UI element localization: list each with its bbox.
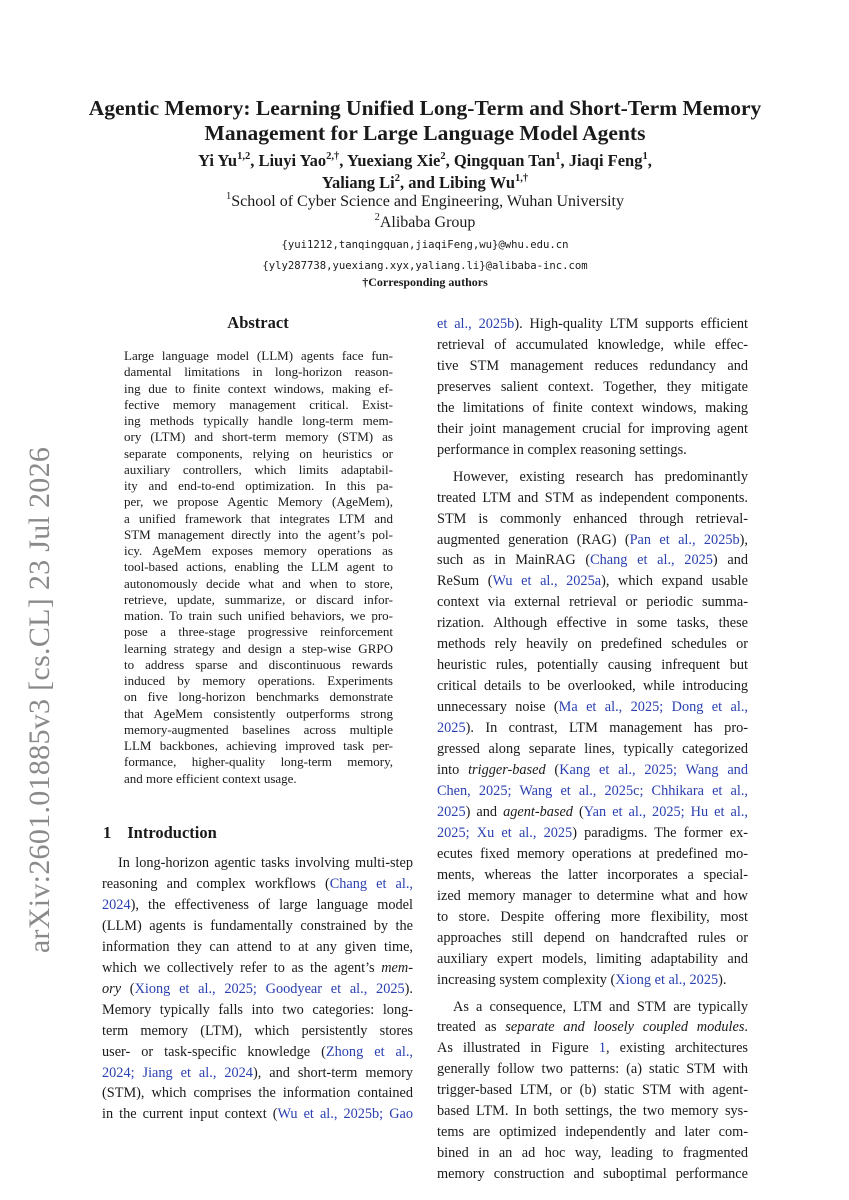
abstract-line: Large language model (LLM) agents face fun- bbox=[124, 348, 393, 363]
citation-link[interactable]: Wu et al., 2025b; Gao bbox=[277, 1106, 414, 1123]
text-line bbox=[437, 928, 748, 949]
text-run: gressed along separate lines, typically categorized bbox=[437, 741, 748, 758]
author-name: Yuexiang Xie bbox=[346, 151, 441, 170]
affiliation-text: Alibaba Group bbox=[379, 214, 476, 231]
abstract-line: icy. AgeMem exposes memory operations as bbox=[124, 543, 393, 558]
author-name: Libing Wu bbox=[439, 173, 515, 192]
text-run: ), and short-term memory bbox=[252, 1064, 413, 1081]
text-line bbox=[437, 1017, 748, 1038]
text-run: treated LTM and STM as independent components. bbox=[437, 489, 748, 506]
abstract-line: memory-augmented baselines across multiple bbox=[124, 721, 393, 737]
text-line bbox=[102, 979, 413, 1000]
right-column-text bbox=[437, 314, 748, 1185]
abstract-line: ity and end-to-end optimization. In this pa- bbox=[124, 478, 393, 493]
citation-link[interactable]: Pan et al., 2025b bbox=[629, 531, 740, 548]
text-line bbox=[437, 1038, 748, 1059]
abstract-line: damental limitations in long-horizon reason- bbox=[124, 364, 393, 380]
citation-link[interactable]: Yan et al., 2025; Hu et al., bbox=[583, 803, 748, 820]
section-title: Introduction bbox=[127, 823, 217, 842]
text-line bbox=[437, 655, 748, 676]
abstract-line: to address sparse and discontinuous rewards bbox=[124, 656, 393, 672]
text-line bbox=[437, 865, 748, 886]
abstract-line: induced by memory operations. Experiments bbox=[124, 673, 393, 688]
text-line bbox=[437, 634, 748, 655]
text-line bbox=[437, 377, 748, 398]
text-run: reasoning and complex workflows ( bbox=[102, 875, 330, 892]
abstract-line: per, we propose Agentic Memory (AgeMem), bbox=[124, 494, 393, 510]
abstract-line: learning strategy and design a step-wise GRPO bbox=[124, 640, 393, 656]
text-line bbox=[437, 781, 748, 802]
text-run: ). bbox=[404, 980, 413, 997]
text-run: in the current input context ( bbox=[102, 1106, 278, 1123]
text-line bbox=[437, 1164, 748, 1185]
text-line bbox=[437, 335, 748, 356]
text-run: increasing system complexity ( bbox=[437, 971, 616, 988]
text-line bbox=[437, 844, 748, 865]
text-line bbox=[102, 853, 413, 874]
text-line bbox=[437, 1143, 748, 1164]
abstract-line: ing methods typically handle long-term mem- bbox=[124, 413, 393, 428]
text-run: rization. Although effective in some tasks, these bbox=[437, 615, 748, 632]
text-run: In long-horizon agentic tasks involving multi-step bbox=[118, 855, 413, 871]
author-separator: , and bbox=[400, 173, 440, 192]
text-run: into bbox=[437, 762, 469, 779]
text-line bbox=[437, 970, 748, 991]
text-line bbox=[102, 916, 413, 937]
author-name: Jiaqi Feng bbox=[568, 151, 643, 170]
text-run: ), bbox=[739, 531, 748, 548]
author-affiliation-mark: 2 bbox=[394, 172, 401, 184]
text-run: to store. Despite offering more flexibility, most bbox=[437, 908, 748, 925]
text-run: information they can attend to at any given time, bbox=[102, 938, 413, 955]
author-emails bbox=[70, 235, 780, 277]
corresponding-note: †Corresponding authors bbox=[362, 275, 488, 289]
author-affiliation-mark: 1,† bbox=[515, 172, 529, 184]
text-line bbox=[102, 1083, 413, 1104]
author-affiliation-mark: 2,† bbox=[326, 150, 340, 162]
author-affiliation-mark: 1 bbox=[642, 150, 648, 162]
text-run: ( bbox=[572, 803, 584, 820]
text-line bbox=[437, 571, 748, 592]
text-run: As a consequence, LTM and STM are typically bbox=[453, 998, 748, 1015]
text-line bbox=[437, 760, 748, 781]
text-run: based LTM. In both settings, the two memory sys- bbox=[437, 1103, 748, 1120]
text-line bbox=[102, 937, 413, 958]
citation-link[interactable]: Xiong et al., 2025; Goodyear et al., 2025 bbox=[134, 980, 405, 997]
text-run: approaches still depend on handcrafted rules or bbox=[437, 929, 748, 946]
text-line bbox=[102, 1000, 413, 1021]
author-name: Liuyi Yao bbox=[258, 151, 327, 170]
emphasis-text: trigger-based bbox=[468, 762, 546, 779]
text-run: ( bbox=[121, 980, 135, 997]
author-separator: , bbox=[647, 151, 652, 170]
author-affiliation-mark: 2 bbox=[440, 150, 446, 162]
text-line bbox=[437, 997, 748, 1018]
text-run: Memory typically falls into two categories: long- bbox=[102, 1001, 413, 1018]
text-line bbox=[437, 592, 748, 613]
abstract-line: a unified framework that integrates LTM and bbox=[124, 510, 393, 526]
author-line-1 bbox=[70, 150, 780, 172]
abstract-heading: Abstract bbox=[227, 313, 289, 332]
abstract-line: that AgeMem consistently outperforms strong bbox=[124, 705, 393, 721]
text-line bbox=[102, 958, 413, 979]
text-run: memory construction and suboptimal performance bbox=[437, 1166, 748, 1183]
citation-link[interactable]: Chen, 2025; Wang et al., 2025c; Chhikara et al., bbox=[437, 782, 748, 799]
text-line bbox=[437, 356, 748, 377]
text-run: As illustrated in Figure bbox=[437, 1040, 599, 1057]
text-run: ). High-quality LTM supports efficient bbox=[514, 316, 748, 332]
abstract-line: separate components, relying on heuristics or bbox=[124, 445, 393, 461]
author-affiliation-mark: 1,2 bbox=[237, 150, 251, 162]
section-heading bbox=[103, 823, 217, 843]
text-run: ). In contrast, LTM management has pro- bbox=[465, 720, 748, 737]
author-name: Yaliang Li bbox=[321, 173, 395, 192]
abstract-line: fective memory management critical. Exist- bbox=[124, 396, 393, 412]
emphasis-text: mem- bbox=[381, 959, 413, 976]
text-line bbox=[437, 907, 748, 928]
text-line bbox=[437, 613, 748, 634]
abstract-line: autonomously decide what and when to store, bbox=[124, 575, 393, 591]
abstract-body bbox=[124, 348, 393, 787]
text-line bbox=[437, 440, 748, 461]
author-separator: , bbox=[339, 151, 347, 170]
affiliation-mark: 1 bbox=[226, 190, 232, 202]
author-list bbox=[70, 150, 780, 194]
email-line-alibaba: {yly287738,yuexiang.xyx,yaliang.li}@alibaba-inc.com bbox=[262, 260, 588, 272]
text-line bbox=[437, 823, 748, 844]
text-run: However, existing research has predominantly bbox=[453, 468, 748, 485]
text-run: retrieval of accumulated knowledge, while effec- bbox=[437, 336, 748, 353]
citation-link[interactable]: 2025 bbox=[437, 803, 466, 820]
text-run: ized memory manager to determine what and how bbox=[437, 887, 748, 904]
author-separator: , bbox=[250, 151, 259, 170]
affiliations bbox=[70, 191, 780, 233]
text-run: auxiliary expert models, limiting adaptability and bbox=[437, 950, 748, 967]
emphasis-text: ory bbox=[102, 980, 122, 997]
arxiv-identifier-stamp bbox=[16, 446, 64, 954]
abstract-line: mation. To train such unified behaviors, we pro- bbox=[124, 608, 393, 623]
text-run: ReSum ( bbox=[437, 573, 493, 590]
author-affiliation-mark: 1 bbox=[555, 150, 561, 162]
text-run: which we collectively refer to as the agent’s bbox=[102, 959, 382, 976]
text-line bbox=[437, 697, 748, 718]
text-line bbox=[437, 886, 748, 907]
abstract-line: ing due to finite context windows, making ef- bbox=[124, 380, 393, 396]
text-run: term memory (LTM), which persistently stores bbox=[102, 1022, 413, 1039]
text-line bbox=[102, 895, 413, 916]
text-run: ) and bbox=[712, 552, 748, 569]
abstract-line: LLM backbones, achieving improved task per- bbox=[124, 738, 393, 753]
abstract-line: auxiliary controllers, which limits adaptabil- bbox=[124, 461, 393, 477]
text-run: ), which expand usable bbox=[601, 573, 748, 590]
text-line bbox=[437, 676, 748, 697]
text-line bbox=[437, 802, 748, 823]
abstract-line: on five long-horizon benchmarks demonstrate bbox=[124, 689, 393, 705]
section-number: 1 bbox=[103, 823, 112, 842]
text-line bbox=[102, 1063, 413, 1084]
emphasis-text: separate and loosely coupled modules bbox=[505, 1019, 745, 1036]
abstract-line: and more efficient context usage. bbox=[124, 770, 297, 786]
citation-link[interactable]: 2024 bbox=[102, 896, 131, 913]
text-line bbox=[437, 488, 748, 509]
citation-link[interactable]: Chang et al., 2025 bbox=[590, 552, 713, 569]
text-run: , existing architectures bbox=[605, 1040, 748, 1057]
text-run: ) paradigms. The former ex- bbox=[572, 824, 748, 841]
text-run: the limitations of finite context windows, making bbox=[437, 399, 748, 416]
arxiv-id-text: arXiv:2601.01885v3 [cs.CL] 23 Jul 2026 bbox=[23, 446, 56, 954]
text-run: ), the effectiveness of large language model bbox=[130, 896, 413, 913]
author-separator: , bbox=[445, 151, 454, 170]
text-line bbox=[102, 874, 413, 895]
affiliation-2 bbox=[70, 212, 780, 233]
citation-link[interactable]: Zhong et al., bbox=[325, 1043, 413, 1060]
text-run: heuristic rules, potentially causing infrequent but bbox=[437, 657, 748, 674]
text-line bbox=[437, 550, 748, 571]
text-run: ). bbox=[718, 971, 727, 988]
text-run: tems are optimized independently and later com- bbox=[437, 1124, 748, 1141]
text-run: STM is commonly enhanced through retrieval- bbox=[437, 510, 748, 527]
text-line bbox=[437, 1101, 748, 1122]
citation-link[interactable]: et al., 2025b bbox=[437, 316, 515, 332]
text-run: trigger-based LTM, or (b) static STM with agent- bbox=[437, 1082, 748, 1099]
text-line bbox=[102, 1021, 413, 1042]
title-line-2: Management for Large Language Model Agents bbox=[204, 120, 646, 145]
text-run: (LLM) agents is fundamentally constrained by the bbox=[102, 917, 413, 934]
abstract-line: ory (LTM) and short-term memory (STM) as bbox=[124, 429, 393, 445]
email-line-whu: {yui1212,tanqingquan,jiaqiFeng,wu}@whu.edu.cn bbox=[281, 239, 569, 251]
citation-link[interactable]: Kang et al., 2025; Wang and bbox=[559, 762, 748, 779]
citation-link[interactable]: 2024; Jiang et al., 2024 bbox=[102, 1064, 253, 1081]
affiliation-text: School of Cyber Science and Engineering, Wuhan University bbox=[231, 193, 624, 210]
text-run: ecutes fixed memory operations at predefined mo- bbox=[437, 845, 748, 862]
citation-link[interactable]: 1 bbox=[598, 1040, 606, 1057]
author-name: Yi Yu bbox=[198, 151, 238, 170]
text-run: context via external retrieval or periodic summa- bbox=[437, 594, 748, 611]
text-run: their joint management crucial for improving agent bbox=[437, 420, 748, 437]
text-run: . bbox=[744, 1019, 748, 1036]
text-line bbox=[437, 739, 748, 760]
text-line bbox=[102, 1042, 413, 1063]
text-line bbox=[437, 1059, 748, 1080]
abstract-line: pose a three-stage progressive reinforcement bbox=[124, 624, 393, 640]
abstract-line: retrieve, update, summarize, or discard infor- bbox=[124, 591, 393, 607]
text-run: tive STM management reduces redundancy and bbox=[437, 357, 748, 374]
citation-link[interactable]: 2025 bbox=[437, 720, 466, 737]
text-line bbox=[437, 314, 748, 335]
citation-link[interactable]: Chang et al., bbox=[329, 875, 413, 892]
text-line bbox=[437, 419, 748, 440]
text-run: generally follow two patterns: (a) static STM with bbox=[437, 1061, 748, 1078]
text-line bbox=[437, 949, 748, 970]
text-run: ments, whereas the latter incorporates a special- bbox=[437, 866, 748, 883]
text-line bbox=[437, 398, 748, 419]
citation-link[interactable]: Xiong et al., 2025 bbox=[615, 971, 719, 988]
paper-title bbox=[70, 96, 780, 145]
text-run: augmented generation (RAG) ( bbox=[437, 531, 630, 548]
emphasis-text: agent-based bbox=[503, 803, 573, 820]
text-run: such as in MainRAG ( bbox=[437, 552, 591, 569]
author-separator: , bbox=[560, 151, 569, 170]
text-run: critical details to be overlooked, while introducing bbox=[437, 678, 748, 695]
text-run: performance in complex reasoning settings. bbox=[437, 441, 687, 458]
text-line bbox=[102, 1104, 413, 1125]
citation-link[interactable]: 2025; Xu et al., 2025 bbox=[437, 824, 573, 841]
left-column-text bbox=[102, 853, 413, 1125]
abstract-line: STM management directly into the agent’s pol- bbox=[124, 526, 393, 542]
text-run: methods rely heavily on predefined schedules or bbox=[437, 636, 748, 653]
affiliation-1 bbox=[70, 191, 780, 212]
text-line bbox=[437, 530, 748, 551]
author-name: Qingquan Tan bbox=[453, 151, 556, 170]
text-line bbox=[437, 1080, 748, 1101]
text-line bbox=[437, 467, 748, 488]
text-run: user- or task-specific knowledge ( bbox=[102, 1043, 326, 1060]
text-run: unnecessary noise ( bbox=[437, 699, 559, 716]
abstract-line: tool-based actions, enabling the LLM agent to bbox=[124, 559, 393, 575]
affiliation-mark: 2 bbox=[374, 211, 380, 223]
text-run: ) and bbox=[465, 803, 504, 820]
text-run: preserves salient context. Together, they mitigate bbox=[437, 378, 748, 395]
text-line bbox=[437, 718, 748, 739]
text-line bbox=[437, 509, 748, 530]
abstract-line: formance, higher-quality long-term memory, bbox=[124, 754, 393, 770]
text-run: ( bbox=[545, 762, 560, 779]
title-line-1: Agentic Memory: Learning Unified Long-Term and Short-Term Memory bbox=[88, 96, 762, 120]
text-line bbox=[437, 1122, 748, 1143]
citation-link[interactable]: Ma et al., 2025; Dong et al., bbox=[558, 699, 748, 716]
text-run: bined in an ad hoc way, leading to fragmented bbox=[437, 1145, 748, 1162]
text-run: (STM), which comprises the information contained bbox=[102, 1085, 413, 1102]
text-run: treated as bbox=[437, 1019, 506, 1036]
citation-link[interactable]: Wu et al., 2025a bbox=[492, 573, 602, 590]
